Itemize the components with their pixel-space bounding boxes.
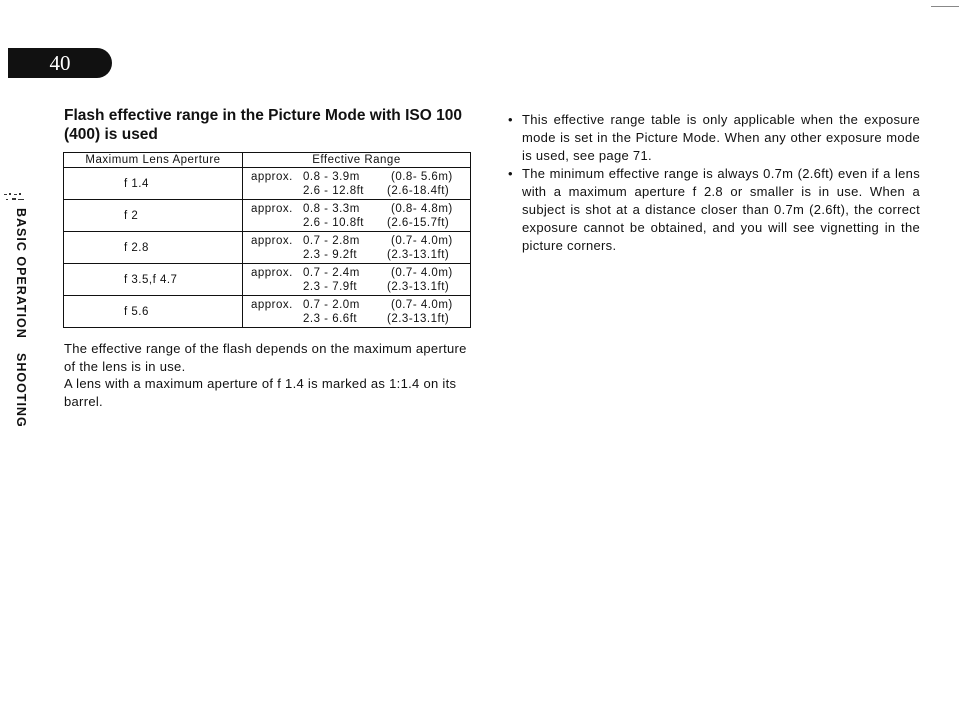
note-item — [508, 111, 920, 165]
range-feet-iso400: (2.3-13.1ft) — [387, 280, 450, 293]
bullet-icon: • — [508, 112, 513, 127]
table-row — [64, 232, 471, 264]
effective-range-table — [63, 152, 471, 328]
range-metric: 0.7 - 2.0m — [303, 298, 360, 311]
aperture-cell: f 5.6 — [64, 296, 243, 328]
table-row — [64, 264, 471, 296]
range-metric-iso400: (0.8- 5.6m) — [391, 170, 453, 183]
range-metric: 0.7 - 2.8m — [303, 234, 360, 247]
range-feet: 2.3 - 9.2ft — [303, 248, 358, 261]
header-effective-range: Effective Range — [243, 153, 471, 168]
range-feet-iso400: (2.3-13.1ft) — [387, 312, 450, 325]
body-text — [64, 340, 474, 410]
body-paragraph: The effective range of the flash depends on the maximum aperture of the lens is in use. — [64, 341, 467, 374]
approx-label: approx. — [251, 202, 293, 215]
range-cell — [243, 168, 471, 200]
body-paragraph: A lens with a maximum aperture of f 1.4 is marked as 1:1.4 on its barrel. — [64, 376, 457, 409]
bullet-icon: • — [508, 166, 513, 181]
range-feet: 2.6 - 12.8ft — [303, 184, 364, 197]
approx-label: approx. — [251, 266, 293, 279]
range-metric-iso400: (0.7- 4.0m) — [391, 266, 453, 279]
notes-list — [508, 111, 920, 255]
table-row — [64, 296, 471, 328]
note-text: The minimum effective range is always 0.7m (2.6ft) even if a lens with a maximum aperture f 2.8 or smaller is in use. When a subject is shot at a distance closer than 0.7m (2.6ft), the correct exposure cannot be obtained, and you will see vignetting in the picture corners. — [522, 166, 920, 253]
side-ornament — [3, 191, 31, 205]
range-feet-iso400: (2.6-18.4ft) — [387, 184, 450, 197]
range-feet: 2.3 - 7.9ft — [303, 280, 358, 293]
page-number: 40 — [49, 50, 71, 75]
range-metric: 0.7 - 2.4m — [303, 266, 360, 279]
table-body — [64, 168, 471, 328]
range-metric-iso400: (0.8- 4.8m) — [391, 202, 453, 215]
range-feet-iso400: (2.3-13.1ft) — [387, 248, 450, 261]
aperture-cell: f 1.4 — [64, 168, 243, 200]
approx-label: approx. — [251, 298, 293, 311]
range-metric-iso400: (0.7- 4.0m) — [391, 234, 453, 247]
table-row — [64, 200, 471, 232]
ornament-icon — [3, 191, 31, 203]
range-metric: 0.8 - 3.3m — [303, 202, 360, 215]
header-max-aperture: Maximum Lens Aperture — [64, 153, 243, 168]
range-cell — [243, 264, 471, 296]
range-metric-iso400: (0.7- 4.0m) — [391, 298, 453, 311]
note-item — [508, 165, 920, 255]
range-cell — [243, 200, 471, 232]
range-cell — [243, 232, 471, 264]
side-label-part2: SHOOTING — [14, 352, 28, 428]
range-feet: 2.6 - 10.8ft — [303, 216, 364, 229]
table-header-row — [64, 153, 471, 168]
section-title: Flash effective range in the Picture Mode with ISO 100 (400) is used — [64, 107, 462, 143]
range-feet-iso400: (2.6-15.7ft) — [387, 216, 450, 229]
page-number-tab — [8, 48, 112, 78]
range-feet: 2.3 - 6.6ft — [303, 312, 358, 325]
range-cell — [243, 296, 471, 328]
aperture-cell: f 2 — [64, 200, 243, 232]
aperture-cell: f 3.5,f 4.7 — [64, 264, 243, 296]
aperture-cell: f 2.8 — [64, 232, 243, 264]
range-metric: 0.8 - 3.9m — [303, 170, 360, 183]
approx-label: approx. — [251, 170, 293, 183]
approx-label: approx. — [251, 234, 293, 247]
note-text: This effective range table is only applicable when the exposure mode is set in the Picture Mode. When any other exposure mode is used, see page 71. — [522, 112, 920, 163]
side-section-label — [14, 208, 28, 427]
table-row — [64, 168, 471, 200]
corner-mark — [931, 6, 959, 7]
side-label-part1: BASIC OPERATION — [14, 208, 28, 339]
